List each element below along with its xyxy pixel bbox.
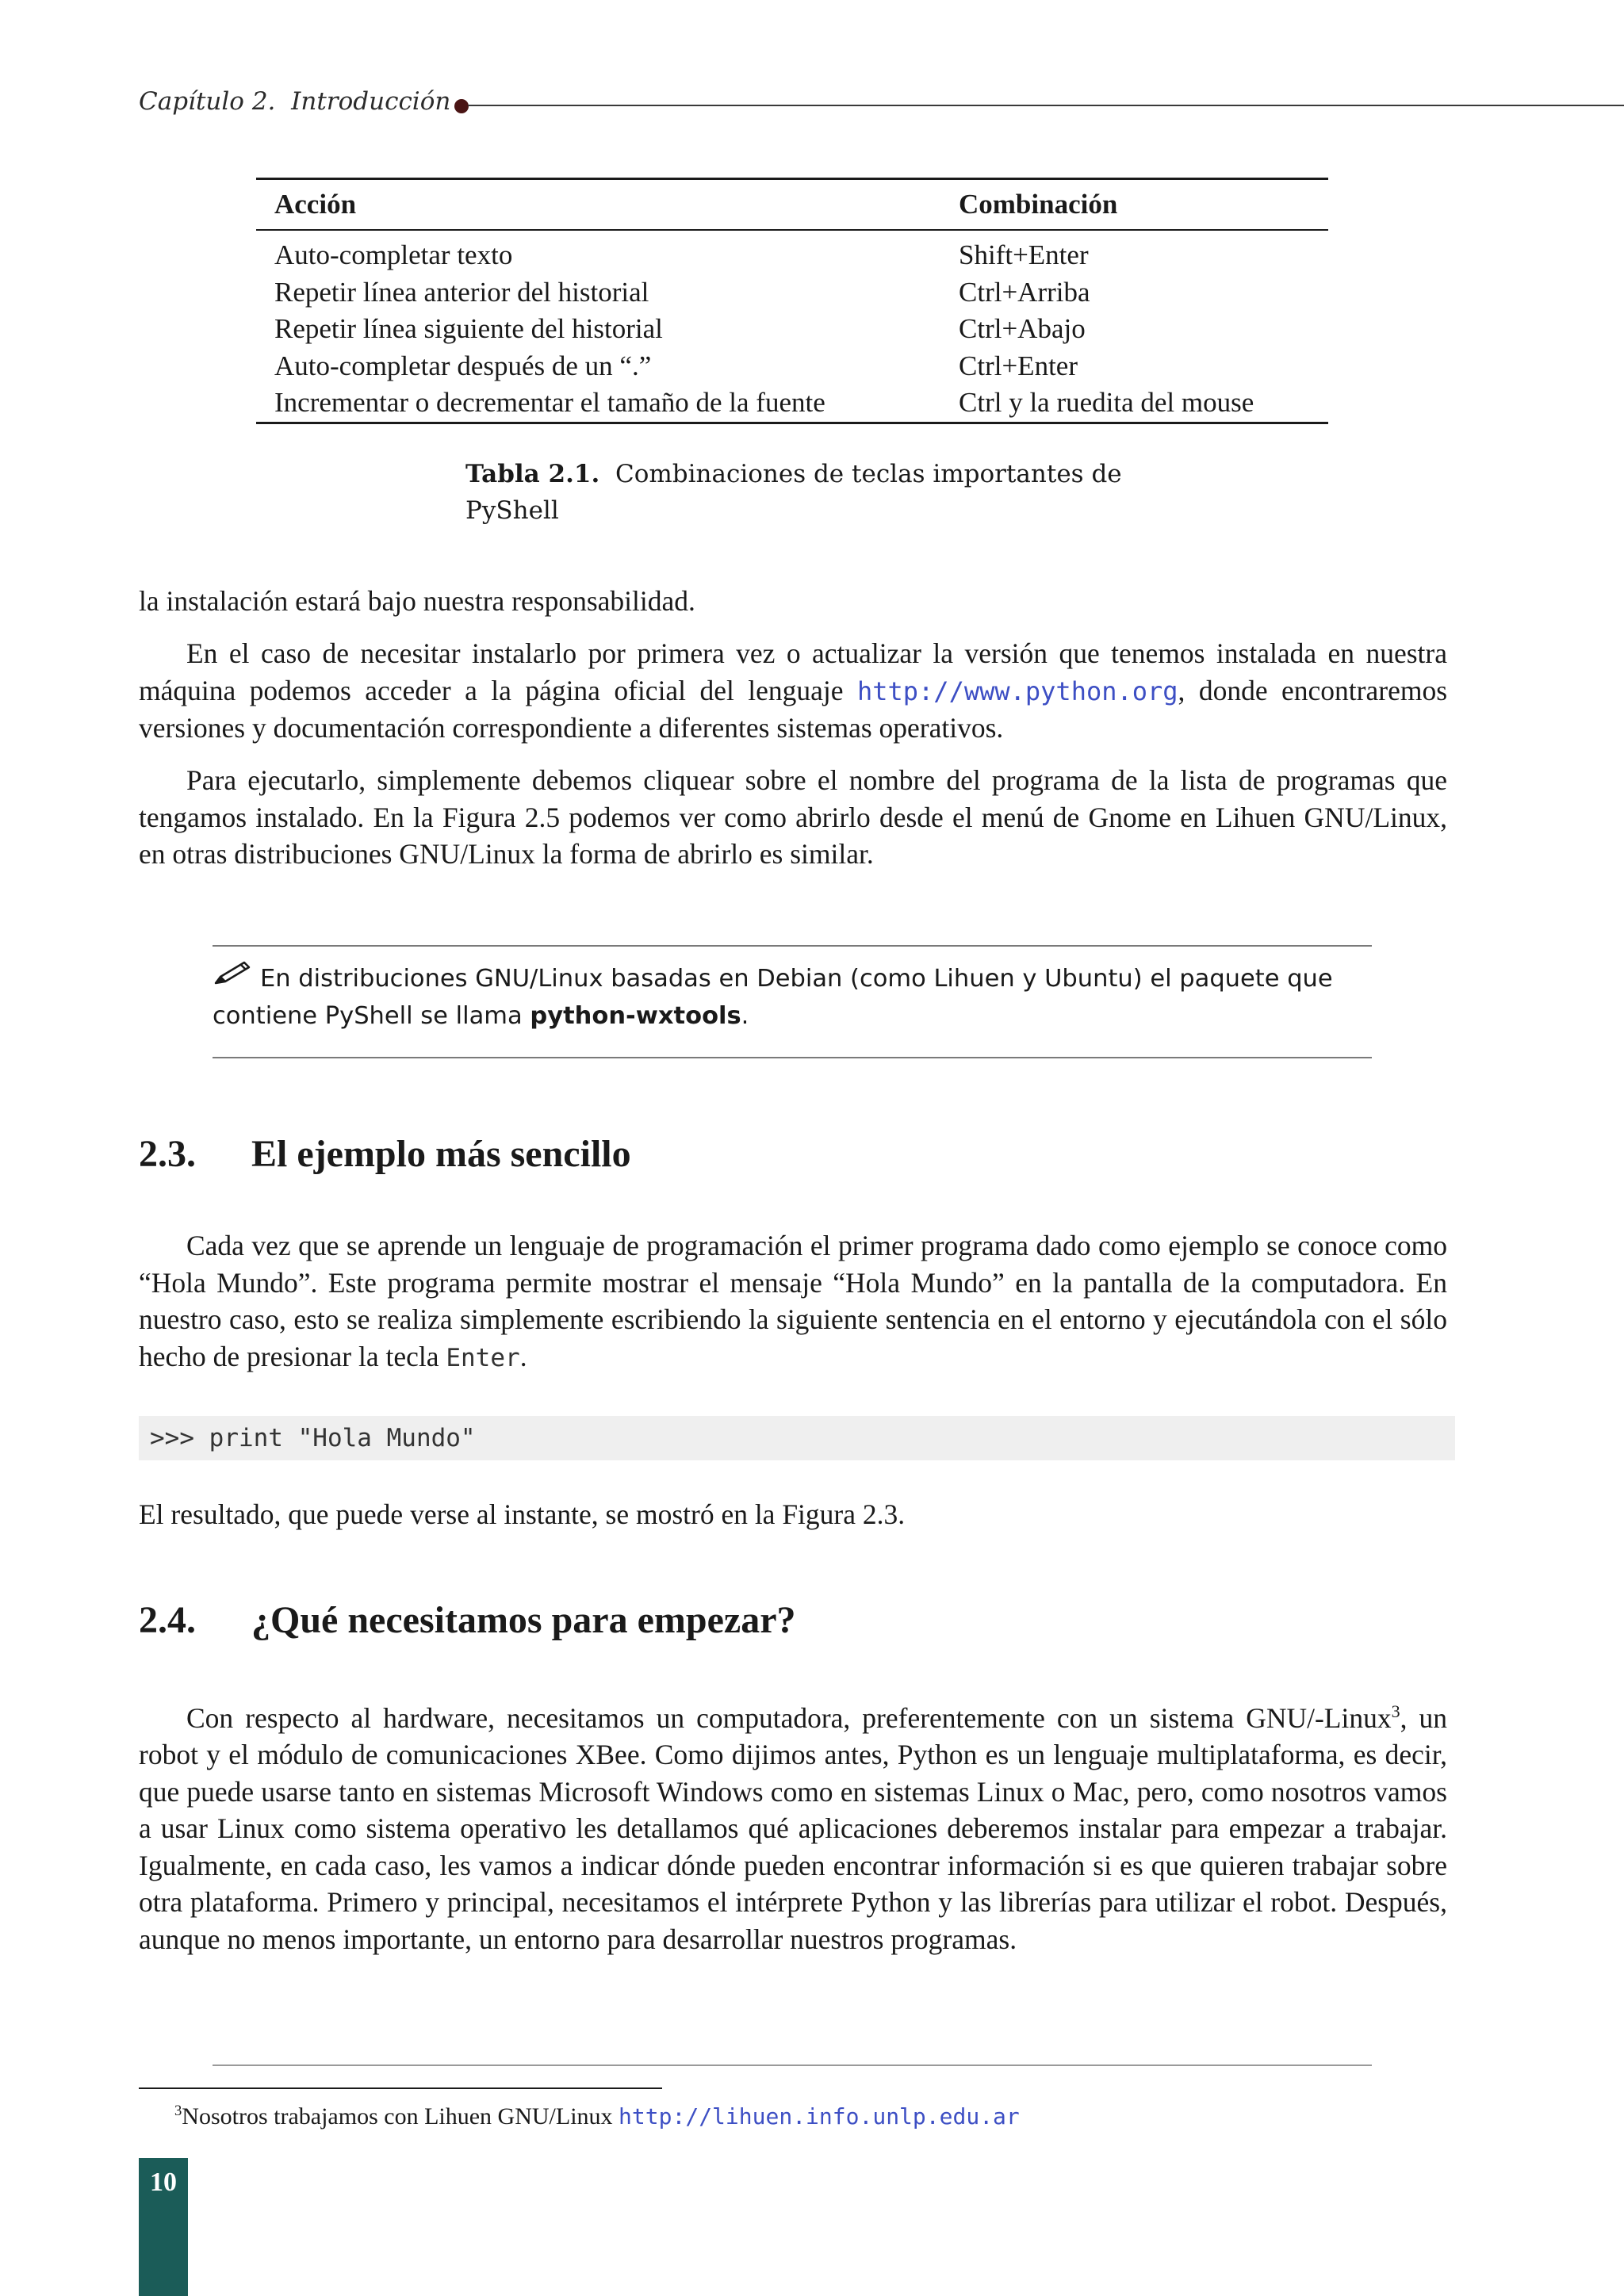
section-number: 2.4. bbox=[139, 1599, 196, 1641]
paragraph-result: El resultado, que puede verse al instante, se mostró en la Figura 2.3. bbox=[139, 1498, 906, 1530]
table-cell-action: Auto-completar texto bbox=[274, 239, 513, 271]
table-cell-action: Repetir línea siguiente del historial bbox=[274, 313, 663, 345]
paragraph-requirements bbox=[139, 1693, 1447, 1957]
section-heading-2-4 bbox=[139, 1598, 796, 1642]
table-cell-combo: Shift+Enter bbox=[959, 239, 1089, 271]
section-title: El ejemplo más sencillo bbox=[251, 1133, 631, 1175]
table-row bbox=[256, 274, 1328, 312]
note-top-rule bbox=[213, 945, 1372, 947]
table-cell-action: Incrementar o decrementar el tamaño de la fuente bbox=[274, 387, 825, 419]
table-cell-action: Repetir línea anterior del historial bbox=[274, 276, 649, 308]
caption-text: Combinaciones de teclas importantes de PyShell bbox=[465, 460, 1122, 525]
paragraph-text: . bbox=[519, 1340, 527, 1372]
note-text: . bbox=[741, 1001, 749, 1030]
paragraph-execute: Para ejecutarlo, simplemente debemos cliquear sobre el nombre del programa de la lista de programas que tengamos instalado. En la Figura 2.5 podemos ver como abrirlo desde el menú de Gnome en Lihuen GNU/Linux, en otras distribuciones GNU/Linux la forma de abrirlo es similar. bbox=[139, 764, 1447, 870]
lihuen-link[interactable]: http://lihuen.info.unlp.edu.ar bbox=[619, 2103, 1020, 2130]
header-dot bbox=[454, 99, 469, 113]
footnote bbox=[174, 2093, 1020, 2135]
note-bottom-rule bbox=[213, 1057, 1372, 1058]
enter-key: Enter bbox=[446, 1343, 520, 1372]
table-cell-combo: Ctrl+Enter bbox=[959, 350, 1078, 381]
table-header-combinacion: Combinación bbox=[959, 189, 1118, 220]
shortcuts-table bbox=[256, 178, 1328, 424]
paragraph-download bbox=[139, 635, 1447, 747]
footnote-mark[interactable]: 3 bbox=[1391, 1701, 1400, 1721]
chapter-label: Capítulo 2. bbox=[139, 87, 276, 116]
pencil-icon bbox=[213, 959, 260, 998]
page-number: 10 bbox=[150, 2168, 177, 2197]
table-header-accion: Acción bbox=[274, 189, 357, 220]
note-text: En distribuciones GNU/Linux basadas en Debian (como Lihuen y Ubuntu) el paquete que contiene PyShell se llama bbox=[213, 965, 1333, 1030]
paragraph-text: Con respecto al hardware, necesitamos un computadora, preferentemente con un sistema GNU/-Linux bbox=[186, 1701, 1392, 1734]
table-row bbox=[256, 385, 1328, 422]
table-header-row bbox=[256, 180, 1328, 229]
paragraph-text: Cada vez que se aprende un lenguaje de programación el primer programa dado como ejemplo se conoce como “Hola Mundo”. Este programa permite mostrar el mensaje “Hola Mundo” en la pantalla de la computadora. En nuestro caso, esto se realiza simplemente escribiendo la siguiente sentencia en el entorno y ejecutándola con el sólo hecho de presionar la tecla bbox=[139, 1230, 1447, 1372]
footnote-rule bbox=[139, 2087, 662, 2089]
note-package-name: python-wxtools bbox=[530, 1001, 741, 1030]
table-cell-action: Auto-completar después de un “.” bbox=[274, 350, 652, 381]
table-bottom-rule bbox=[256, 422, 1328, 424]
python-org-link[interactable]: http://www.python.org bbox=[856, 675, 1178, 706]
paragraph-text: , donde encontraremos versiones y documentación correspondiente a diferentes sistemas operativos. bbox=[139, 674, 1448, 744]
caption-label: Tabla 2.1. bbox=[465, 460, 600, 488]
header-rule bbox=[468, 105, 1624, 106]
paragraph-installation: la instalación estará bajo nuestra responsabilidad. bbox=[139, 585, 695, 617]
table-row bbox=[256, 237, 1328, 274]
paragraph-hola-mundo bbox=[139, 1227, 1447, 1376]
table-cell-combo: Ctrl+Abajo bbox=[959, 313, 1086, 345]
section-heading-2-3 bbox=[139, 1132, 631, 1176]
section-title: ¿Qué necesitamos para empezar? bbox=[251, 1599, 796, 1641]
table-caption bbox=[465, 456, 1124, 529]
table-row bbox=[256, 311, 1328, 348]
table-cell-combo: Ctrl y la ruedita del mouse bbox=[959, 387, 1254, 419]
chapter-title: Introducción bbox=[291, 87, 451, 116]
code-block: >>> print "Hola Mundo" bbox=[139, 1416, 1455, 1460]
table-cell-combo: Ctrl+Arriba bbox=[959, 276, 1090, 308]
footnote-text: Nosotros trabajamos con Lihuen GNU/Linux bbox=[182, 2103, 619, 2130]
footnote-number: 3 bbox=[174, 2103, 182, 2119]
footer-separator bbox=[213, 2064, 1372, 2066]
paragraph-text: , un robot y el módulo de comunicaciones XBee. Como dijimos antes, Python es un lenguaje multiplataforma, es decir, que puede usarse tanto en sistemas Microsoft Windows como en sistemas Linux o Mac, pero, como nosotros vamos a usar Linux como sistema operativo les detallamos qué aplicaciones deberemos instalar para empezar a trabajar. Igualmente, en cada caso, les vamos a indicar dónde pueden encontrar información si es que quieren trabajar sobre otra plataforma. Primero y principal, necesitamos el intérprete Python y las librerías para utilizar el robot. Después, aunque no menos importante, un entorno para desarrollar nuestros programas. bbox=[139, 1701, 1448, 1955]
paragraph-text: En el caso de necesitar instalarlo por primera vez o actualizar la versión que tenemos instalada en nuestra máquina podemos acceder a la página oficial del lenguaje bbox=[139, 637, 1447, 706]
section-number: 2.3. bbox=[139, 1133, 196, 1175]
note-box bbox=[213, 959, 1372, 1035]
table-row bbox=[256, 348, 1328, 385]
running-header bbox=[139, 87, 450, 116]
